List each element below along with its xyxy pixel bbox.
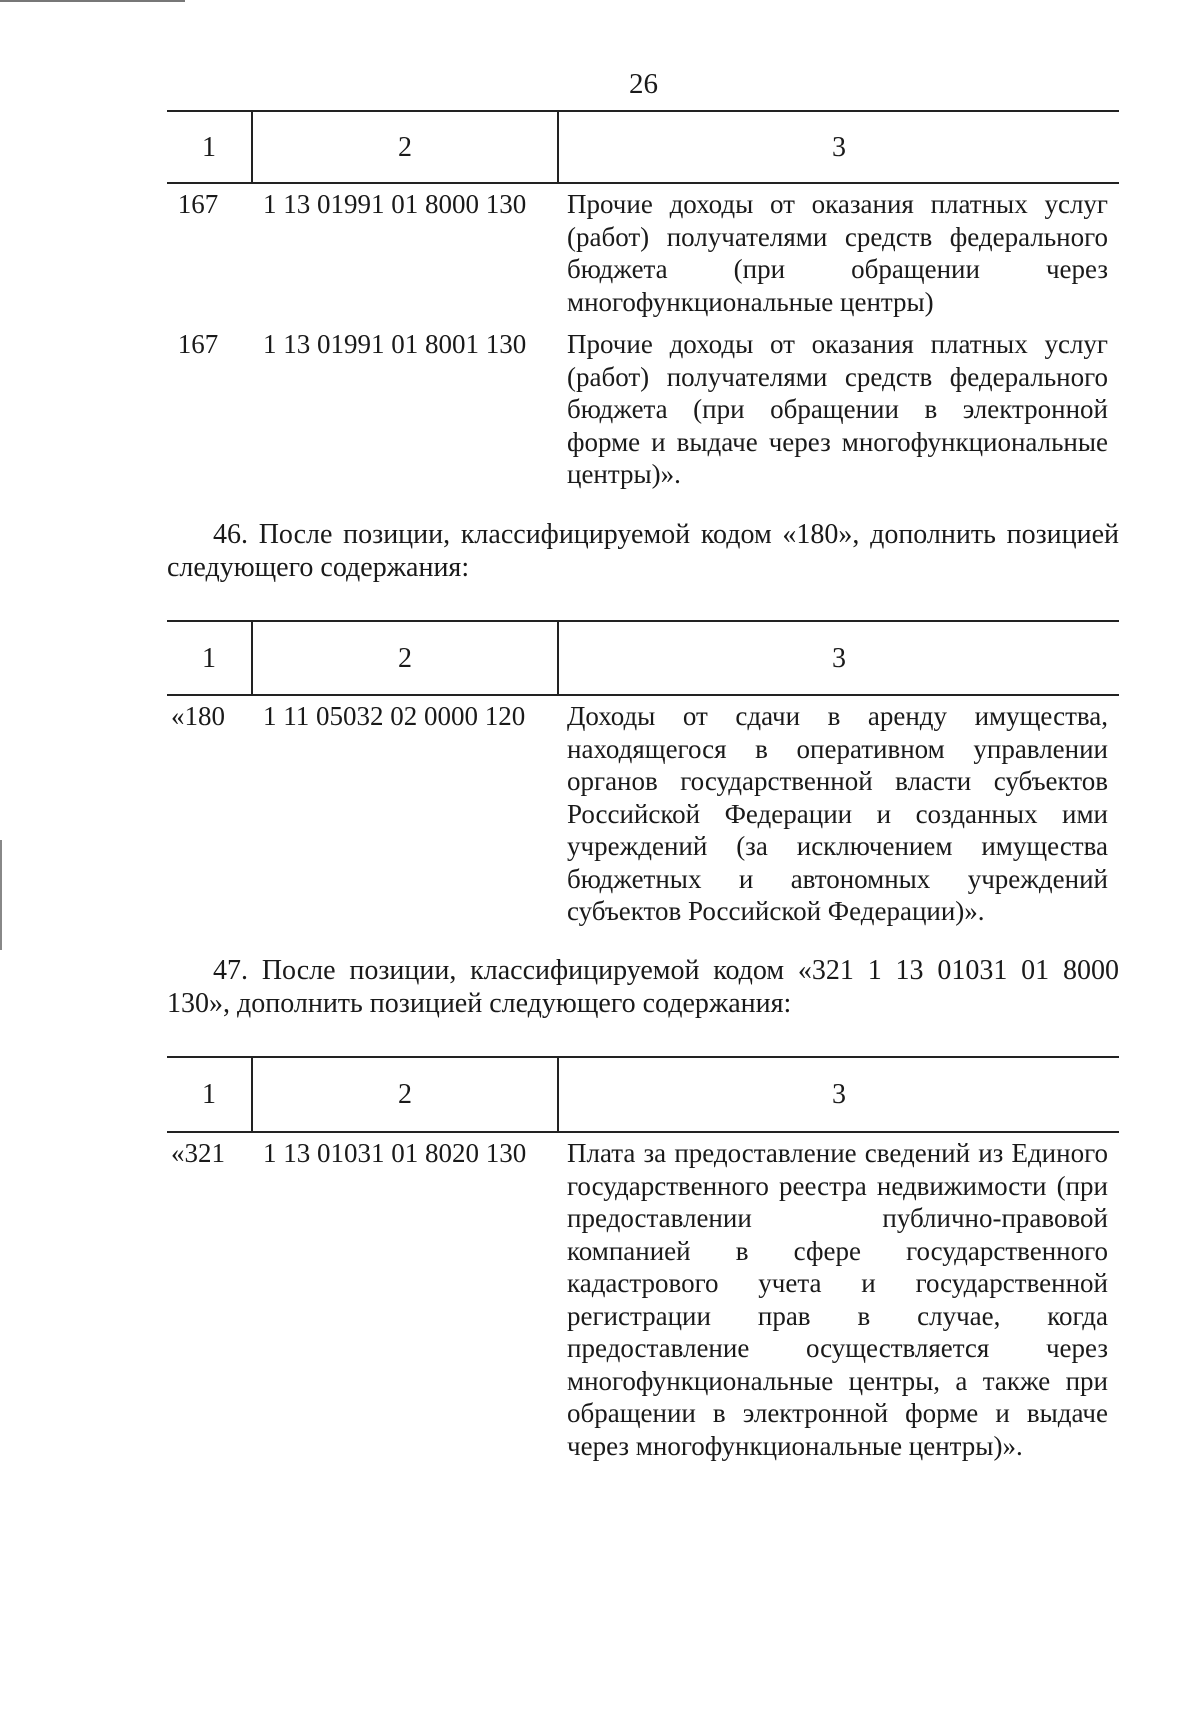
table-1: [167, 110, 1119, 490]
table-header-cell: 3: [832, 643, 846, 674]
table-top-border: [167, 110, 1119, 112]
paragraph-47: 47. После позиции, классифицируемой кодом «321 1 13 01031 01 8000 130», дополнить позицией следующего содержания:: [167, 955, 1119, 1019]
table-top-border: [167, 1056, 1119, 1058]
row-classification-code: 1 13 01031 01 8020 130: [263, 1138, 527, 1168]
scan-artifact: [0, 840, 2, 950]
row-description: Прочие доходы от оказания платных услуг (работ) получателями средств федерального бюджета (при обращении через многофункциональные центры): [567, 189, 1108, 317]
row-description: Прочие доходы от оказания платных услуг (работ) получателями средств федерального бюджета (при обращении в электронной форме и выдаче через многофункциональные центры)».: [567, 329, 1108, 489]
table-header-bottom-border: [167, 694, 1119, 696]
table-header-cell: 1: [202, 1079, 216, 1110]
row-code: 167: [177, 189, 219, 219]
table-header-bottom-border: [167, 182, 1119, 184]
row-code: «180: [171, 701, 225, 731]
row-classification-code: 1 13 01991 01 8001 130: [263, 329, 527, 359]
row-code: 167: [177, 329, 219, 359]
row-description: Доходы от сдачи в аренду имущества, находящегося в оперативном управлении органов государственной власти субъектов Российской Федерации и созданных ими учреждений (за исключением имущества бюджетных и автономных учреждений субъектов Российской Федерации)».: [567, 701, 1108, 926]
paragraph-46: 46. После позиции, классифицируемой кодом «180», дополнить позицией следующего содержания:: [167, 519, 1119, 583]
table-header-cell: 2: [398, 132, 412, 163]
table-header-bottom-border: [167, 1131, 1119, 1133]
table-header-cell: 3: [832, 132, 846, 163]
table-header-cell: 1: [202, 643, 216, 674]
table-3: [167, 1056, 1119, 1476]
page-number: 26: [629, 68, 658, 100]
table-header-cell: 1: [202, 132, 216, 163]
row-description: Плата за предоставление сведений из Единого государственного реестра недвижимости (при предоставлении публично-правовой компанией в сфере государственного кадастрового учета и государственной регистрации прав в случае, когда предоставление осуществляется через многофункциональные центры, а также при обращении в электронной форме и выдаче через многофункциональные центры)».: [567, 1138, 1108, 1461]
row-code: «321: [171, 1138, 225, 1168]
table-2: [167, 620, 1119, 926]
row-classification-code: 1 13 01991 01 8000 130: [263, 189, 527, 219]
table-header-cell: 2: [398, 1079, 412, 1110]
table-top-border: [167, 620, 1119, 622]
row-classification-code: 1 11 05032 02 0000 120: [263, 701, 526, 731]
table-header-cell: 2: [398, 643, 412, 674]
scan-artifact: [0, 0, 185, 2]
table-header-cell: 3: [832, 1079, 846, 1110]
